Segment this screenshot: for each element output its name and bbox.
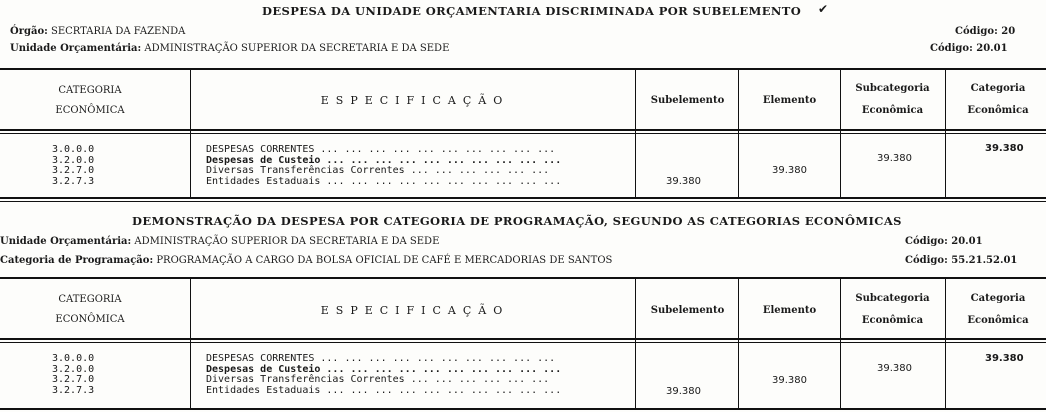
col-categ-line2: Econômica — [967, 105, 1029, 116]
col-categoria-economica — [40, 84, 140, 118]
col-cat-line2: ECONÔMICA — [55, 314, 125, 325]
table2-divider — [190, 279, 191, 408]
orgao-value: SECRTARIA DA FAZENDA — [51, 26, 186, 37]
unidade-code: Código: 20.01 — [930, 43, 1008, 54]
col-cat-line1: CATEGORIA — [58, 294, 122, 305]
unidade-label: Unidade Orçamentária: — [10, 43, 142, 54]
col-subcategoria-2 — [845, 292, 940, 328]
categoria-programacao-value: PROGRAMAÇÃO A CARGO DA BOLSA OFICIAL DE CAFÉ E MERCADORIAS DE SANTOS — [156, 255, 613, 266]
col-subcat-line1: Subcategoria — [855, 293, 930, 304]
col-subcat-line2: Econômica — [861, 105, 924, 116]
desc-row: DESPESAS CORRENTES ... ... ... ... ... ... ... ... ... ... — [206, 144, 556, 155]
code-row: 3.2.7.3 — [52, 175, 95, 187]
table1-divider — [840, 70, 841, 197]
table2-codes — [52, 354, 94, 396]
table1-divider — [635, 70, 636, 197]
orgao-line — [10, 26, 185, 37]
col-subcat-line2: Econômica — [861, 315, 924, 326]
table1-header-rule-2 — [0, 133, 1046, 134]
col-subelemento-2: Subelemento — [650, 305, 725, 316]
col-elemento: Elemento — [762, 95, 817, 106]
table2-divider — [738, 279, 739, 408]
table1-codes — [52, 145, 94, 187]
code-row: 3.2.0.0 — [52, 363, 95, 375]
code-row: 3.2.0.0 — [52, 154, 95, 166]
table1-divider — [738, 70, 739, 197]
col-subcat-line1: Subcategoria — [855, 83, 930, 94]
t2-elemento-value: 39.380 — [772, 375, 807, 386]
table2-divider — [840, 279, 841, 408]
col-categoria-economica-2 — [40, 293, 140, 327]
col-categoria-2 — [950, 292, 1046, 328]
col-subelemento: Subelemento — [650, 95, 725, 106]
desc-row: Despesas de Custeio ... ... ... ... ... ... ... ... ... ... — [206, 154, 562, 166]
categoria-programacao-line — [0, 255, 612, 266]
table1-divider — [190, 70, 191, 197]
code-row: 3.0.0.0 — [52, 144, 95, 155]
orgao-label: Órgão: — [10, 26, 48, 37]
categoria-programacao-label: Categoria de Programação: — [0, 255, 154, 266]
col-cat-line1: CATEGORIA — [58, 85, 122, 96]
t2-subcategoria-value: 39.380 — [877, 363, 912, 374]
table2-top-rule — [0, 277, 1046, 279]
unidade-code-2: Código: 20.01 — [905, 236, 983, 247]
desc-row: Despesas de Custeio ... ... ... ... ... ... ... ... ... ... — [206, 363, 562, 375]
col-especificacao-2: ESPECIFICAÇÃO — [320, 304, 510, 317]
t2-categoria-value: 39.380 — [985, 353, 1024, 364]
code-row: 3.2.7.3 — [52, 384, 95, 396]
table2-divider — [635, 279, 636, 408]
t1-subcategoria-value: 39.380 — [877, 153, 912, 164]
section1-title: DESPESA DA UNIDADE ORÇAMENTARIA DISCRIMINADA POR SUBELEMENTO — [262, 4, 802, 18]
desc-row: Diversas Transferências Correntes ... ... ... ... ... ... — [206, 374, 550, 385]
table2-descriptions — [206, 354, 561, 396]
table2-bottom-rule — [0, 408, 1046, 410]
table1-bottom-rule — [0, 197, 1046, 199]
t1-subelemento-value: 39.380 — [666, 176, 701, 187]
table2-header-rule-2 — [0, 342, 1046, 343]
unidade-value: ADMINISTRAÇÃO SUPERIOR DA SECRETARIA E DA SEDE — [144, 43, 450, 54]
check-mark-icon: ✔ — [818, 2, 829, 16]
table2-header-rule — [0, 338, 1046, 340]
t1-elemento-value: 39.380 — [772, 165, 807, 176]
col-cat-line2: ECONÔMICA — [55, 105, 125, 116]
col-elemento-2: Elemento — [762, 305, 817, 316]
t2-subelemento-value: 39.380 — [666, 386, 701, 397]
table1-top-rule — [0, 68, 1046, 70]
code-row: 3.0.0.0 — [52, 353, 95, 364]
table1-bottom-rule-2 — [0, 201, 1046, 202]
col-categ-line1: Categoria — [970, 83, 1026, 94]
code-row: 3.2.7.0 — [52, 165, 95, 176]
orgao-code: Código: 20 — [955, 26, 1016, 37]
table2-divider — [945, 279, 946, 408]
code-row: 3.2.7.0 — [52, 374, 95, 385]
col-categoria — [950, 82, 1046, 118]
unidade-line-1 — [10, 43, 449, 54]
table1-header-rule — [0, 129, 1046, 131]
section2-title: DEMONSTRAÇÃO DA DESPESA POR CATEGORIA DE PROGRAMAÇÃO, SEGUNDO AS CATEGORIAS ECONÔMICAS — [132, 214, 902, 228]
col-especificacao: ESPECIFICAÇÃO — [320, 94, 510, 107]
categoria-programacao-code: Código: 55.21.52.01 — [905, 255, 1018, 266]
desc-row: Diversas Transferências Correntes ... ... ... ... ... ... — [206, 165, 550, 176]
table1-descriptions — [206, 145, 561, 187]
col-subcategoria — [845, 82, 940, 118]
desc-row: Entidades Estaduais ... ... ... ... ... ... ... ... ... ... — [206, 384, 562, 396]
unidade-label-2: Unidade Orçamentária: — [0, 236, 132, 247]
desc-row: Entidades Estaduais ... ... ... ... ... ... ... ... ... ... — [206, 175, 562, 187]
desc-row: DESPESAS CORRENTES ... ... ... ... ... ... ... ... ... ... — [206, 353, 556, 364]
t1-categoria-value: 39.380 — [985, 143, 1024, 154]
unidade-line-2 — [0, 236, 439, 247]
table1-divider — [945, 70, 946, 197]
col-categ-line2: Econômica — [967, 315, 1029, 326]
unidade-value-2: ADMINISTRAÇÃO SUPERIOR DA SECRETARIA E DA SEDE — [134, 236, 440, 247]
col-categ-line1: Categoria — [970, 293, 1026, 304]
